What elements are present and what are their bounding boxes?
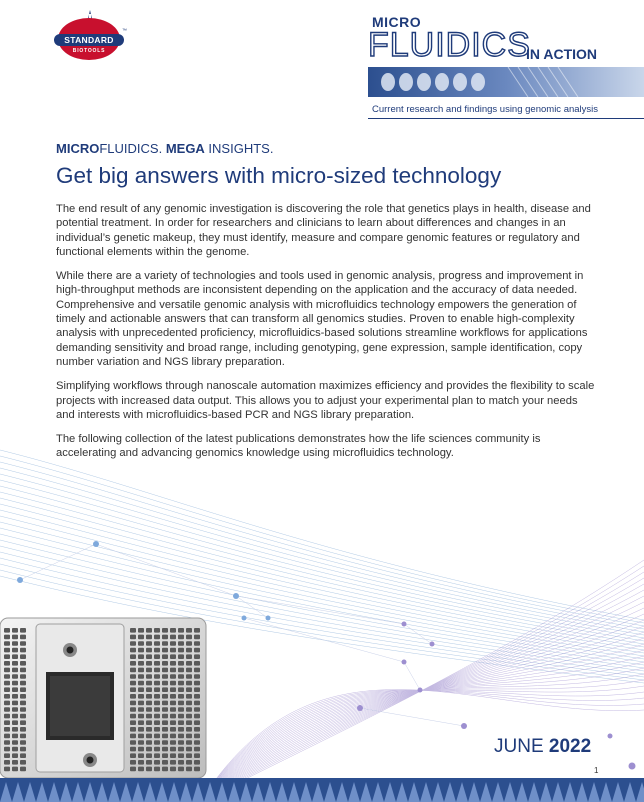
microfluidic-chip-image: [0, 610, 212, 785]
masthead-banner-image: [368, 67, 644, 97]
masthead-micro: MICRO: [372, 14, 422, 30]
masthead-fluidics: FLUIDICS: [368, 26, 531, 64]
paragraph-4: The following collection of the latest publications demonstrates how the life sciences community is accelerating and advancing genomics knowledge using microfluidics technology.: [56, 433, 541, 460]
masthead-in-action: IN ACTION: [526, 46, 598, 62]
page-title: Get big answers with micro-sized technology: [56, 163, 502, 188]
page-number: 1: [594, 766, 599, 775]
kicker-text-1: FLUIDICS.: [99, 141, 166, 156]
issue-date: [494, 736, 591, 758]
standard-biotools-logo: [52, 10, 128, 62]
kicker-text-2: INSIGHTS.: [204, 141, 274, 156]
section-kicker: [56, 141, 273, 156]
logo-sub: BIOTOOLS: [72, 48, 106, 54]
issue-year: 2022: [548, 736, 592, 757]
logo-tm: ™: [122, 28, 127, 34]
paragraph-3: Simplifying workflows through nanoscale automation maximizes efficiency and provides the flexibility to scale projects with increased data output. This allows you to adjust your experimental plan to match your needs and interests with microfluidics-based PCR and NGS library preparation.: [56, 380, 595, 421]
paragraph-2: While there are a variety of technologies and tools used in genomic analysis, progress and improvement in high-throughput methods are inconsistent depending on the application and the accuracy of data needed. Comprehensive and versatile genomic analysis with microfluidics technology empowers the generation of timely and actionable answers that can transform all genomics studies. Proven to enable high-complexity analysis with unprecedented proficiency, microfluidics-based solutions streamline workflows for applications demanding sensitivity and broad range, including genotyping, gene expression, sample identification, copy number variation and NGS library preparation.: [56, 270, 588, 368]
bottom-pattern-strip: [0, 778, 644, 802]
masthead-tagline: Current research and findings using genomic analysis: [372, 104, 599, 115]
paragraph-1: The end result of any genomic investigation is discovering the role that genetics plays in health, disease and potential treatment. In order for researchers and clinicians to learn about differences and changes in an individual’s genetic makeup, they must identify, measure and compare genomic features or regulatory and functional elements within the genome.: [56, 203, 591, 258]
kicker-bold-1: MICRO: [56, 141, 100, 156]
issue-month: JUNE: [494, 736, 549, 757]
masthead-rule: [368, 118, 644, 119]
kicker-bold-2: MEGA: [165, 141, 205, 156]
body-text: [56, 202, 596, 471]
logo-name: STANDARD: [64, 35, 114, 45]
